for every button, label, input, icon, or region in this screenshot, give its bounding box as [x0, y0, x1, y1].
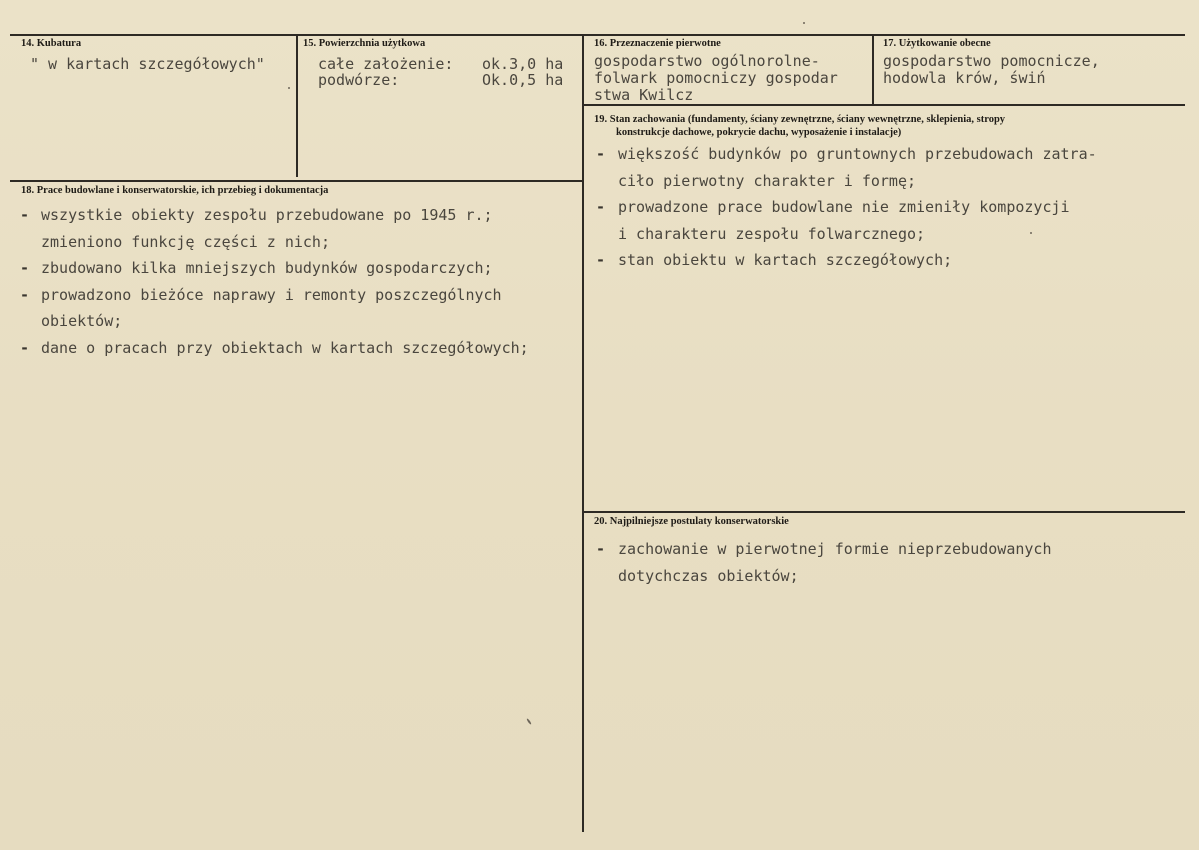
top-rule: [10, 34, 1185, 36]
field-19-label-line2: konstrukcje dachowe, pokrycie dachu, wyposażenie i instalacje): [616, 127, 902, 138]
field-19-line: stan obiektu w kartach szczegółowych;: [618, 251, 953, 269]
field-19-label-line1: 19. Stan zachowania (fundamenty, ściany zewnętrzne, ściany wewnętrzne, sklepienia, stropy: [594, 114, 1006, 125]
field-19-line: prowadzone prace budowlane nie zmieniły kompozycji: [618, 198, 1070, 216]
main-vertical-divider: [582, 35, 584, 832]
area-total-value: ok.3,0 ha: [482, 55, 564, 73]
field-20-line: zachowanie w pierwotnej formie nieprzebudowanych: [618, 540, 1052, 558]
field-17-line: gospodarstwo pomocnicze,: [883, 52, 1100, 70]
field-14-label: 14. Kubatura: [21, 38, 82, 49]
field-19-bullet-dash: -: [596, 145, 606, 163]
area-yard-value: Ok.0,5 ha: [482, 71, 564, 89]
field-18-line: dane o pracach przy obiektach w kartach szczegółowych;: [41, 338, 529, 357]
field-18-line: zmieniono funkcję części z nich;: [41, 232, 330, 251]
field-18-bullet-dash: -: [20, 285, 30, 304]
rule-above-19: [583, 104, 1185, 106]
field-14-value: " w kartach szczegółowych": [30, 55, 265, 73]
field-19-bullet-dash: -: [596, 198, 606, 216]
field-16-line: gospodarstwo ogólnorolne-: [594, 52, 820, 70]
paper-speck: [526, 718, 532, 725]
field-18-bullet-dash: -: [20, 338, 30, 357]
field-16-line: folwark pomocniczy gospodar: [594, 69, 838, 87]
field-19-line: i charakteru zespołu folwarcznego;: [618, 224, 926, 243]
field-15-label: 15. Powierzchnia użytkowa: [303, 38, 426, 49]
rule-above-18: [10, 180, 583, 182]
field-18-bullet-dash: -: [20, 259, 30, 277]
field-18-bullet-dash: -: [20, 206, 30, 224]
field-18-line: wszystkie obiekty zespołu przebudowane po 1945 r.;: [41, 206, 493, 224]
field-17-label: 17. Użytkowanie obecne: [883, 38, 991, 49]
field-16-line: stwa Kwilcz: [594, 86, 694, 104]
divider-16-17: [872, 35, 874, 105]
area-yard-name: podwórze:: [318, 71, 400, 89]
paper-speck: [1030, 232, 1032, 234]
field-18-line: prowadzono bieżóce naprawy i remonty poszczególnych: [41, 285, 502, 304]
paper-speck: [803, 22, 805, 24]
field-18-line: zbudowano kilka mniejszych budynków gospodarczych;: [41, 259, 493, 277]
area-total-name: całe założenie:: [318, 55, 454, 73]
field-20-line: dotychczas obiektów;: [618, 566, 799, 585]
field-19-line: większość budynków po gruntownych przebudowach zatra-: [618, 145, 1097, 163]
field-20-label: 20. Najpilniejsze postulaty konserwatorskie: [594, 516, 789, 527]
field-17-line: hodowla krów, świń: [883, 69, 1046, 87]
field-19-label: [594, 113, 1179, 139]
divider-14-15: [296, 35, 298, 177]
field-19-line: ciło pierwotny charakter i formę;: [618, 171, 917, 190]
field-16-label: 16. Przeznaczenie pierwotne: [594, 38, 721, 49]
field-18-line: obiektów;: [41, 312, 123, 330]
field-19-bullet-dash: -: [596, 251, 606, 269]
paper-speck: [288, 87, 290, 89]
field-20-bullet-dash: -: [596, 540, 606, 558]
rule-above-20: [583, 511, 1185, 513]
field-18-label: 18. Prace budowlane i konserwatorskie, ich przebieg i dokumentacja: [21, 185, 329, 196]
